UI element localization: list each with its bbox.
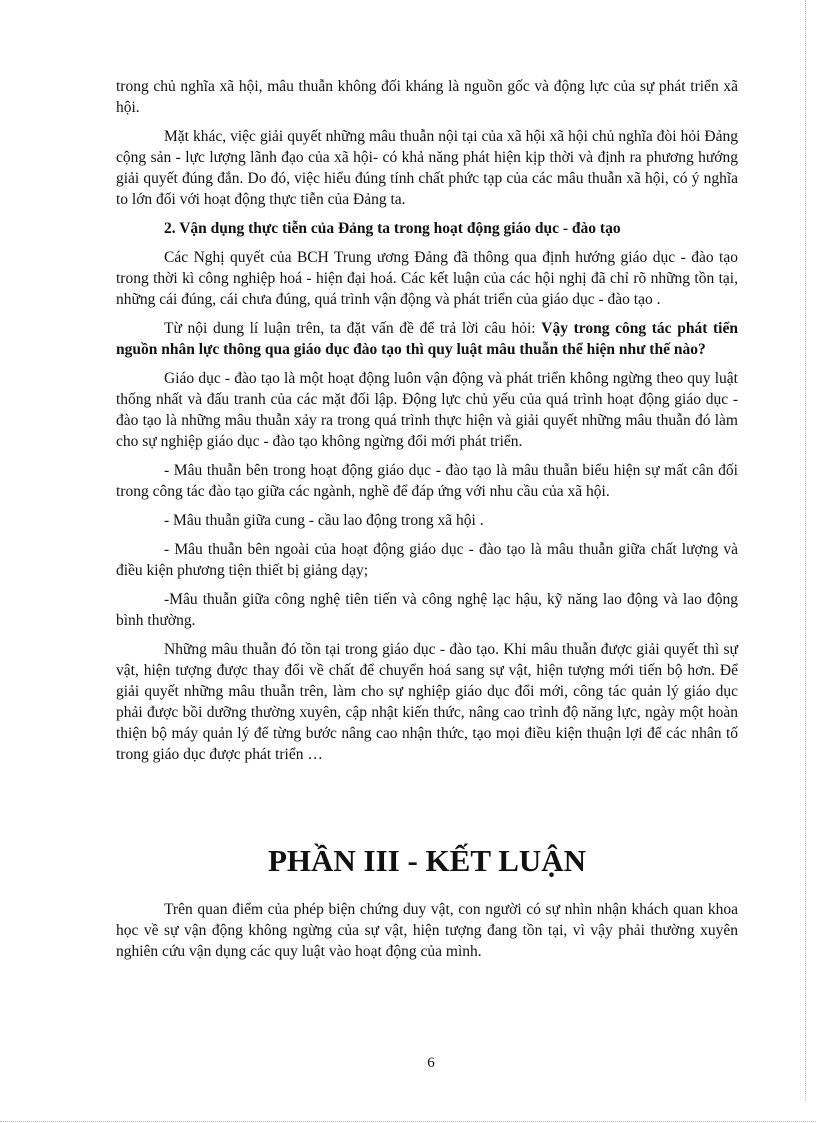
- section-2-heading: 2. Vận dụng thực tiễn của Đảng ta trong hoạt động giáo dục - đào tạo: [164, 220, 621, 237]
- paragraph-party-role: Mặt khác, việc giải quyết những mâu thuẫn nội tại của xã hội xã hội chủ nghĩa đòi hỏi Đảng cộng sản - lực lượng lãnh đạo của xã hội- có khả năng phát hiện kịp thời và định ra phương hướng giải quyết đúng đắn. Do đó, việc hiểu đúng tính chất phức tạp của các mâu thuẫn xã hội, có ý nghĩa to lớn đối với hoạt động thực tiễn của Đảng ta.: [116, 128, 738, 208]
- paragraph-resolution: Những mâu thuẫn đó tồn tại trong giáo dục - đào tạo. Khi mâu thuẫn được giải quyết thì sự vật, hiện tượng được thay đổi về chất để chuyển hoá sang sự vật, hiện tượng mới tiến bộ hơn. Để giải quyết những mâu thuẫn trên, làm cho sự nghiệp giáo dục đổi mới, công tác quản lý giáo dục phải được bồi dưỡng thường xuyên, cập nhật kiến thức, nâng cao trình độ năng lực, ngày một hoàn thiện bộ máy quản lý để từng bước nâng cao nhận thức, tạo mọi điều kiện thuận lợi để các nhân tố trong giáo dục được phát triển …: [116, 641, 738, 763]
- paragraph-resolutions: Các Nghị quyết của BCH Trung ương Đảng đã thông qua định hướng giáo dục - đào tạo trong thời kì công nghiệp hoá - hiện đại hoá. Các kết luận của các hội nghị đã chỉ rõ những tồn tại, những cái đúng, cái chưa đúng, quá trình vận động và phát triển của giáo dục - đào tạo .: [116, 249, 738, 308]
- document-body: [116, 76, 738, 970]
- part-3-title: PHẦN III - KẾT LUẬN: [267, 843, 587, 878]
- paragraph-question: [116, 318, 738, 360]
- question-lead: Từ nội dung lí luận trên, ta đặt vấn đề để trả lời câu hỏi:: [164, 320, 542, 337]
- paragraph-continuation: trong chủ nghĩa xã hội, mâu thuẫn không đối kháng là nguồn gốc và động lực của sự phát triển xã hội.: [116, 78, 738, 116]
- page-number: 6: [427, 1055, 435, 1071]
- paragraph-education-motion: Giáo dục - đào tạo là một hoạt động luôn vận động và phát triển không ngừng theo quy luật thống nhất và đấu tranh của các mặt đối lập. Động lực chủ yếu của quá trình hoạt động giáo dục - đào tạo là những mâu thuẫn xảy ra trong quá trình thực hiện và giải quyết những mâu thuẫn đó làm cho sự nghiệp giáo dục - đào tạo không ngừng đổi mới phát triển.: [116, 370, 738, 450]
- question-bold: Vậy trong công tác phát tiển nguồn nhân lực thông qua giáo dục đào tạo thì quy luật mâu thuẫn thể hiện như thế nào?: [116, 320, 738, 358]
- bullet-supply-demand: - Mâu thuẫn giữa cung - cầu lao động trong xã hội .: [164, 512, 484, 529]
- bullet-technology-contradiction: -Mâu thuẫn giữa công nghệ tiên tiến và công nghệ lạc hậu, kỹ năng lao động và lao động bình thường.: [116, 591, 738, 629]
- page-border-bottom: [0, 1121, 816, 1122]
- page-border-right: [805, 0, 806, 1100]
- bullet-internal-contradiction: - Mâu thuẫn bên trong hoạt động giáo dục - đào tạo là mâu thuẫn biểu hiện sự mất cân đối trong công tác đào tạo giữa các ngành, nghề để đáp ứng với nhu cầu của xã hội.: [116, 462, 738, 500]
- bullet-external-contradiction: - Mâu thuẫn bên ngoài của hoạt động giáo dục - đào tạo là mâu thuẫn giữa chất lượng và điều kiện phương tiện thiết bị giảng dạy;: [116, 541, 738, 579]
- paragraph-conclusion: Trên quan điểm của phép biện chứng duy vật, con người có sự nhìn nhận khách quan khoa học về sự vận động không ngừng của sự vật, hiện tượng đang tồn tại, vì vậy phải thường xuyên nghiên cứu vận dụng các quy luật vào hoạt động của mình.: [116, 901, 738, 960]
